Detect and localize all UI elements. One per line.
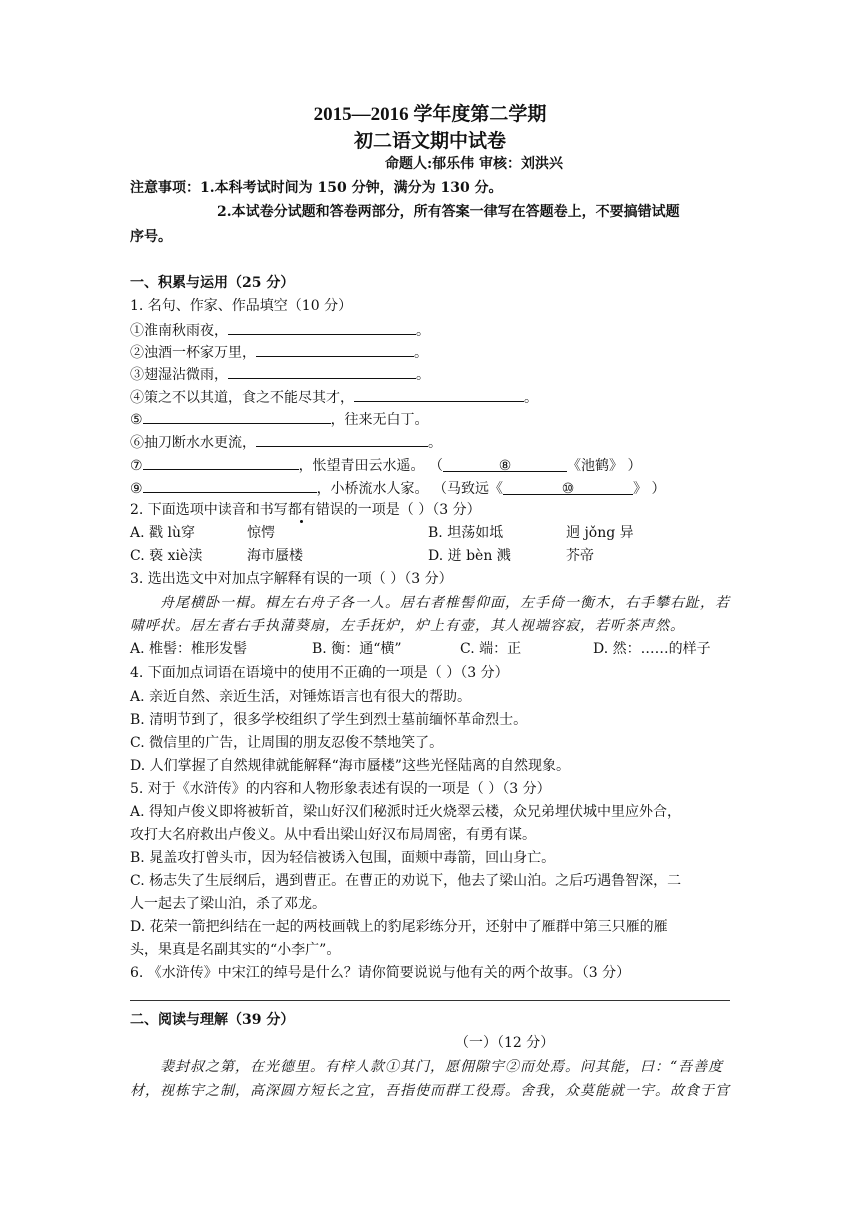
- exam-authors: 命题人:郁乐伟 审核：刘洪兴: [385, 156, 564, 172]
- q4-option-d: D. 人们掌握了自然规律就能解释“海市蜃楼”这些光怪陆离的自然现象。: [130, 758, 570, 774]
- exam-title-line1: 2015—2016 学年度第二学期: [313, 104, 547, 125]
- answer-blank: [143, 455, 299, 470]
- q4-option-a: A. 亲近自然、亲近生活，对锤炼语言也有很大的帮助。: [130, 689, 472, 705]
- q6-stem: 6. 《水浒传》中宋江的绰号是什么？请你简要说说与他有关的两个故事。（3 分）: [130, 965, 631, 981]
- answer-blank: [143, 478, 317, 493]
- q2-option-a-word: 惊愕: [247, 525, 275, 541]
- q5-option-b: B. 晁盖攻打曾头市，因为轻信被诱入包围，面颊中毒箭，回山身亡。: [130, 850, 556, 866]
- q1-line-2: ②浊酒一杯家万里， 。: [130, 342, 428, 362]
- q5-option-c-line1: C. 杨志失了生辰纲后，遇到曹正。在曹正的劝说下，他去了梁山泊。之后巧遇鲁智深，二: [130, 873, 682, 889]
- q1-line-6: ⑥抽刀断水水更流， 。: [130, 432, 442, 452]
- notice-item2: 2.本试卷分试题和答卷两部分，所有答案一律写在答题卷上，不要搞错试题: [217, 204, 680, 220]
- q1-line-8: ⑨ ，小桥流水人家。 （马致远《 ⑩ 》 ）: [130, 478, 665, 498]
- emphasis-dot-text: 都有: [287, 502, 316, 518]
- q4-stem: 4. 下面加点词语在语境中的使用不正确的一项是（ ）（3 分）: [130, 665, 509, 681]
- answer-blank: [143, 409, 331, 424]
- q2-stem: 2. 下面选项中读音和书写都有错误的一项是（ ）（3 分）: [130, 502, 481, 518]
- q3-option-a: A. 椎髻：椎形发髻: [130, 641, 248, 657]
- q1-line-7: ⑦ ，怅望青田云水遥。 （ ⑧ 《池鹤》 ）: [130, 455, 641, 475]
- q3-option-d: D. 然：……的样子: [593, 641, 711, 657]
- section2-part1-label: （一）（12 分）: [455, 1035, 555, 1051]
- q1-line-3: ③翅湿沾微雨， 。: [130, 364, 430, 384]
- answer-blank: [228, 320, 416, 335]
- q2-option-c-word: 海市蜃楼: [247, 548, 303, 564]
- q5-option-a-line2: 攻打大名府救出卢俊义。从中看出梁山好汉布局周密，有勇有谋。: [130, 827, 536, 843]
- q1-line-5: ⑤ ，往来无白丁。: [130, 409, 429, 429]
- section2-heading: 二、阅读与理解（39 分）: [130, 1012, 295, 1028]
- q2-option-b: B. 坦荡如坻: [428, 525, 504, 541]
- q5-option-d-line1: D. 花荣一箭把纠结在一起的两枝画戟上的豹尾彩练分开，还射中了雁群中第三只雁的雁: [130, 919, 668, 935]
- section2-passage-line1: 裴封叔之第，在光德里。有梓人款①其门，愿佣隙宇②而处焉。问其能，曰：“吾善度: [160, 1059, 724, 1075]
- notice-item1: 1.本科考试时间为 150 分钟，满分为 130 分。: [200, 180, 503, 196]
- answer-blank: [354, 387, 524, 402]
- q2-option-a: A. 戳 lù穿: [130, 525, 195, 541]
- q2-option-d: D. 迸 bèn 溅: [428, 548, 511, 564]
- notice-label: 注意事项：: [130, 180, 200, 196]
- notice-item2-cont: 序号。: [130, 229, 172, 245]
- answer-blank: [228, 364, 416, 379]
- answer-blank: [256, 342, 414, 357]
- answer-blank: ⑧: [443, 457, 567, 472]
- q1-stem: 1. 名句、作家、作品填空（10 分）: [130, 298, 353, 314]
- exam-title-line2: 初二语文期中试卷: [353, 130, 506, 152]
- q5-option-a-line1: A. 得知卢俊义即将被斩首，梁山好汉们秘派时迁火烧翠云楼，众兄弟埋伏城中里应外合，: [130, 804, 682, 820]
- q2-option-c: C. 亵 xiè渎: [130, 548, 203, 564]
- q2-option-d-word: 芥帝: [566, 548, 594, 564]
- q1-line-4: ④策之不以其道，食之不能尽其才， 。: [130, 387, 538, 407]
- answer-blank: ⑩: [503, 480, 633, 495]
- q3-passage-line1: 舟尾横卧一楫。楫左右舟子各一人。居右者椎髻仰面，左手倚一衡木，右手攀右趾，若: [160, 595, 730, 611]
- notice-line1: [130, 179, 503, 197]
- q4-option-c: C. 微信里的广告，让周围的朋友忍俊不禁地笑了。: [130, 735, 444, 751]
- section2-passage-line2: 材，视栋宇之制，高深圆方短长之宜，吾指使而群工役焉。舍我，众莫能就一宇。故食于官: [130, 1083, 730, 1099]
- q2-option-b-word: 迥 jǒng 异: [566, 525, 634, 541]
- section1-heading: 一、积累与运用（25 分）: [130, 275, 295, 291]
- q5-option-d-line2: 头，果真是名副其实的“小李广”。: [130, 942, 341, 958]
- q3-option-b: B. 衡：通“横”: [312, 641, 402, 657]
- section-divider: [130, 1000, 730, 1001]
- q3-option-c: C. 端：正: [460, 641, 522, 657]
- answer-blank: [256, 432, 428, 447]
- q1-line-1: ①淮南秋雨夜， 。: [130, 320, 430, 340]
- q5-stem: 5. 对于《水浒传》的内容和人物形象表述有误的一项是（ ）（3 分）: [130, 781, 551, 797]
- q5-option-c-line2: 人一起去了梁山泊，杀了邓龙。: [130, 896, 326, 912]
- q4-option-b: B. 清明节到了，很多学校组织了学生到烈士墓前缅怀革命烈士。: [130, 712, 528, 728]
- q3-passage-line2: 啸呼状。居左者右手执蒲葵扇，左手抚炉，炉上有壶，其人视端容寂，若听茶声然。: [130, 618, 685, 634]
- q3-stem: 3. 选出选文中对加点字解释有误的一项（ ）（3 分）: [130, 571, 453, 587]
